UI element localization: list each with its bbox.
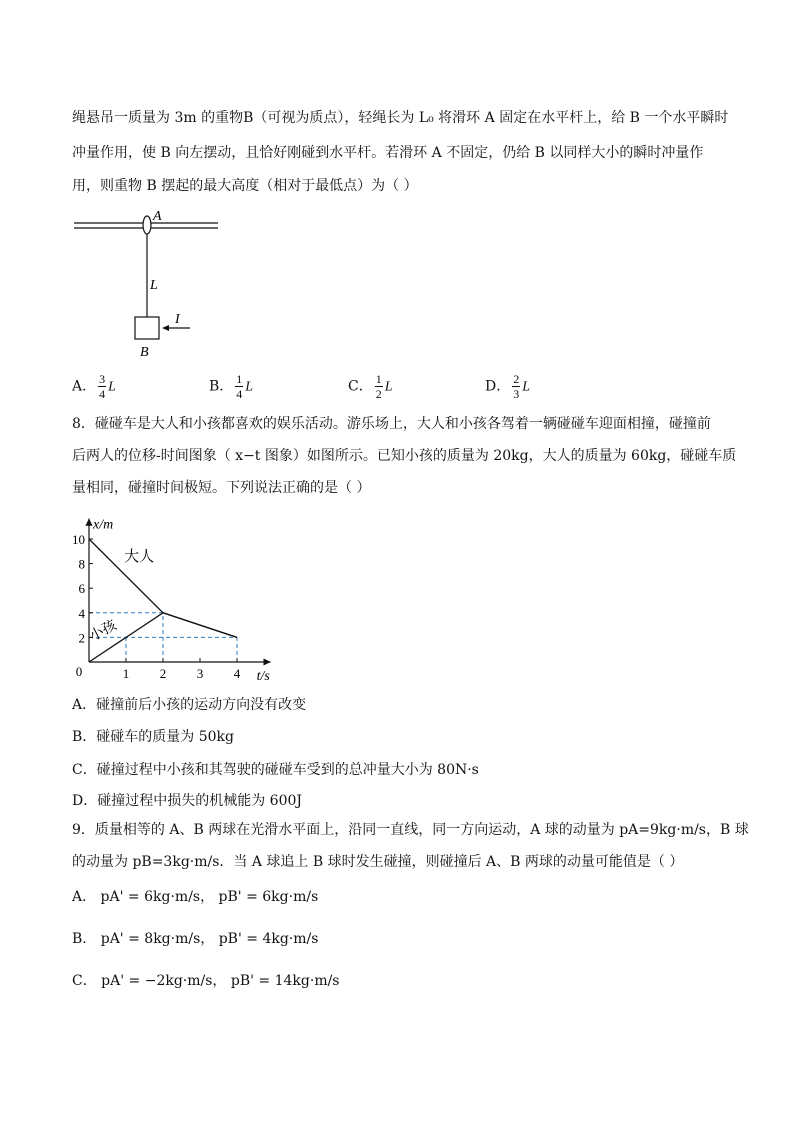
q7-option-c[interactable]: C． $\frac{1}{2}$ L	[348, 372, 393, 401]
q8-text-line-2: 后两人的位移-时间图象（ x−t 图象）如图所示。已知小孩的质量为 20kg，大人的质量为 60kg，碰碰车质	[72, 448, 737, 464]
impulse-arrowhead	[162, 325, 169, 331]
x-tick-label-2: 2	[159, 666, 167, 681]
q7-text-line-1: 绳悬吊一质量为 3m 的重物B（可视为质点），轻绳长为 L₀ 将滑环 A 固定在水平杆上，给 B 一个水平瞬时	[72, 110, 729, 126]
q8-option-c[interactable]: C．碰撞过程中小孩和其驾驶的碰碰车受到的总冲量大小为 80N·s	[72, 762, 479, 778]
q7-text-line-2: 冲量作用，使 B 向左摆动，且恰好刚碰到水平杆。若滑环 A 不固定，仍给 B 以同样大小的瞬时冲量作	[72, 145, 704, 161]
q9-option-a[interactable]: A． pA' = 6kg·m/s， pB' = 6kg·m/s	[72, 889, 319, 905]
label-b: B	[140, 345, 149, 360]
y-tick-label-2: 2	[78, 630, 85, 646]
q7-option-b[interactable]: B． $\frac{1}{4}$ L	[209, 372, 254, 401]
pendulum-diagram	[70, 205, 230, 365]
q7-text-line-3: 用，则重物 B 摆起的最大高度（相对于最低点）为（ ）	[72, 178, 418, 194]
q9-option-b[interactable]: B． pA' = 8kg·m/s， pB' = 4kg·m/s	[72, 931, 319, 947]
origin-label: 0	[75, 664, 83, 679]
y-tick-label-8: 8	[78, 556, 85, 572]
q7-option-d[interactable]: D． $\frac{2}{3}$ L	[485, 372, 531, 401]
weight-block	[135, 317, 159, 339]
series-label-adult: 大人	[124, 549, 155, 566]
x-axis-label: t/s	[256, 669, 270, 684]
y-tick-label-6: 6	[78, 581, 85, 597]
slide-ring	[143, 216, 151, 234]
q9-text-line-2: 的动量为 pB=3kg·m/s．当 A 球追上 B 球时发生碰撞，则碰撞后 A、B 两球的动量可能值是（ ）	[72, 854, 684, 870]
q8-text-line-1: 8．碰碰车是大人和小孩都喜欢的娱乐活动。游乐场上，大人和小孩各驾着一辆碰碰车迎面相撞，碰撞前	[72, 416, 711, 432]
q9-option-c[interactable]: C． pA' = −2kg·m/s， pB' = 14kg·m/s	[72, 973, 340, 989]
label-i: I	[175, 312, 180, 327]
xt-graph	[60, 500, 290, 690]
x-tick-label-4: 4	[233, 666, 241, 681]
x-tick-label-1: 1	[122, 666, 130, 681]
label-l: L	[150, 278, 158, 293]
q8-text-line-3: 量相同，碰撞时间极短。下列说法正确的是（ ）	[72, 480, 371, 496]
y-tick-label-4: 4	[78, 605, 85, 621]
x-tick-label-3: 3	[196, 666, 204, 681]
series-label-child: 小孩	[87, 618, 120, 645]
q8-option-a[interactable]: A．碰撞前后小孩的运动方向没有改变	[72, 697, 307, 713]
q8-option-d[interactable]: D．碰撞过程中损失的机械能为 600J	[72, 793, 303, 809]
y-tick-label-10: 10	[72, 532, 85, 547]
q7-option-a[interactable]: A． $\frac{3}{4}$ L	[72, 372, 116, 401]
q8-option-b[interactable]: B．碰碰车的质量为 50kg	[72, 729, 234, 745]
q9-text-line-1: 9．质量相等的 A、B 两球在光滑水平面上，沿同一直线，同一方向运动，A 球的动量为 pA=9kg·m/s，B 球	[72, 822, 749, 838]
label-a: A	[153, 209, 162, 224]
y-axis-label: x/m	[93, 517, 114, 533]
